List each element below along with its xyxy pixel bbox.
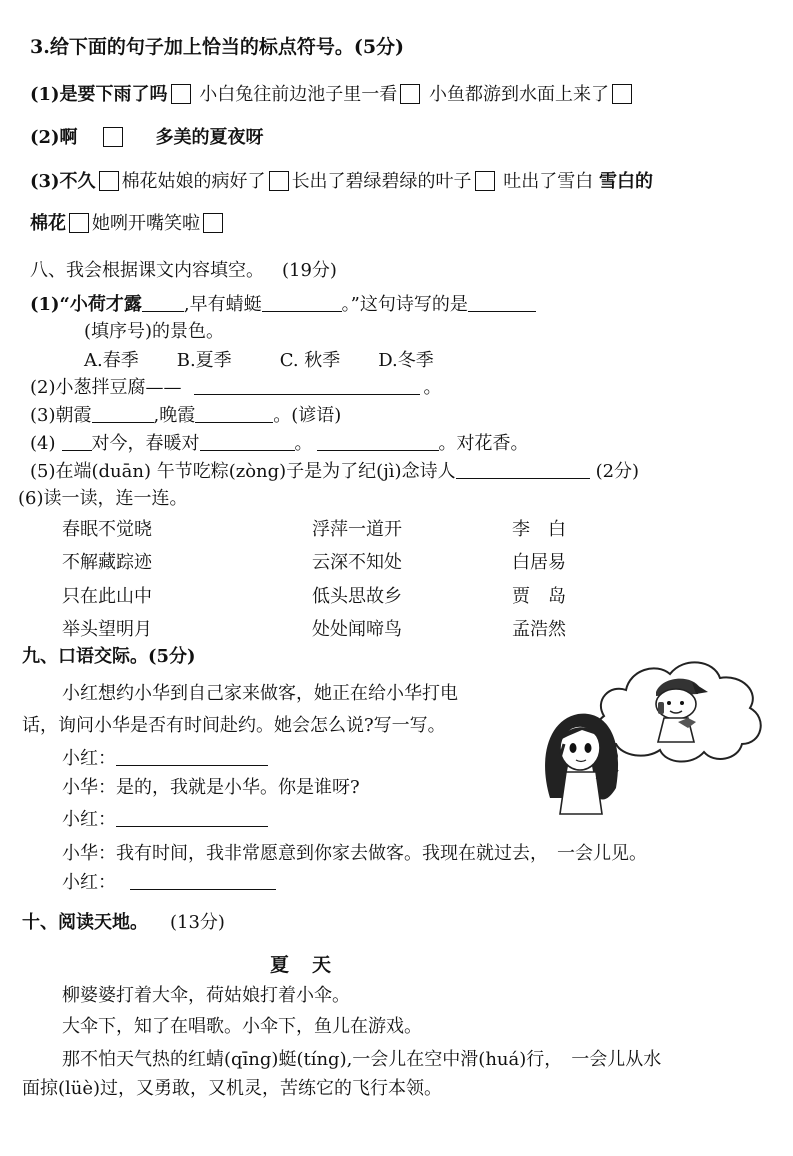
q3-s3-b: 棉花姑娘的病好了	[121, 171, 266, 192]
match-middle-2[interactable]: 云深不知处	[312, 552, 402, 573]
section-8-title: 八、我会根据课文内容填空。	[30, 260, 264, 281]
q3-sentence-1	[30, 84, 635, 106]
q3-sentence-4	[30, 213, 226, 235]
s8-item-5	[30, 461, 639, 483]
punctuation-box[interactable]	[269, 171, 289, 191]
s9-paragraph-2: 话，询问小华是否有时间赴约。她会怎么说?写一写。	[22, 715, 446, 736]
match-left-3[interactable]: 只在此山中	[62, 586, 152, 607]
answer-blank[interactable]	[468, 295, 536, 312]
q3-sentence-2	[30, 127, 264, 149]
s9-dialog-3	[62, 809, 268, 831]
section-10-title: 十、阅读天地。	[22, 912, 148, 933]
answer-blank[interactable]	[130, 873, 276, 890]
match-right-1[interactable]: 李 白	[512, 519, 566, 540]
match-right-4[interactable]: 孟浩然	[512, 619, 566, 640]
section-9-title: 九、口语交际。(5分)	[22, 646, 196, 667]
q3-s4-a: 棉花	[30, 213, 66, 234]
punctuation-box[interactable]	[99, 171, 119, 191]
s8-i5-a: (5)在端(duān) 午节吃粽(zòng)子是为了纪(jì)念诗人	[30, 461, 456, 482]
passage-line-4: 面掠(lüè)过，又勇敢，又机灵，苦练它的飞行本领。	[22, 1078, 443, 1099]
s8-i4-c: 。	[294, 433, 313, 454]
passage-line-3: 那不怕天气热的红蜻(qīng)蜓(tíng),一会儿在空中滑(huá)行， 一会儿从水	[62, 1049, 662, 1070]
q3-s2-b: 多美的夏夜呀	[155, 127, 264, 148]
answer-blank[interactable]	[200, 434, 295, 451]
s8-i4-b: 对今，春暖对	[91, 433, 200, 454]
passage-line-1: 柳婆婆打着大伞，荷姑娘打着小伞。	[62, 985, 350, 1006]
passage-title: 夏 天	[270, 954, 334, 976]
answer-blank[interactable]	[317, 434, 439, 451]
section-10-heading	[22, 912, 225, 934]
q3-s2-a: (2)啊	[30, 127, 78, 148]
s8-i4-a: (4)	[30, 433, 56, 454]
punctuation-box[interactable]	[475, 171, 495, 191]
s8-item-2	[30, 377, 442, 399]
girl-on-phone-illustration	[538, 648, 778, 816]
punctuation-box[interactable]	[400, 84, 420, 104]
passage-line-2: 大伞下，知了在唱歌。小伞下，鱼儿在游戏。	[62, 1016, 422, 1037]
section-10-score: (13分)	[170, 912, 225, 933]
answer-blank[interactable]	[92, 406, 154, 423]
s8-i3-c: 。(谚语)	[273, 405, 342, 426]
match-middle-1[interactable]: 浮萍一道开	[312, 519, 402, 540]
punctuation-box[interactable]	[203, 213, 223, 233]
punctuation-box[interactable]	[171, 84, 191, 104]
s9-d5: 小红：	[62, 872, 116, 893]
s9-dialog-5	[62, 872, 276, 894]
s8-option-b: B.夏季	[176, 350, 232, 371]
s8-i1-b: ,早有蜻蜓	[183, 294, 262, 315]
match-right-3[interactable]: 贾 岛	[512, 586, 566, 607]
answer-blank[interactable]	[456, 462, 590, 479]
punctuation-box[interactable]	[612, 84, 632, 104]
answer-blank[interactable]	[195, 406, 273, 423]
answer-blank[interactable]	[62, 434, 92, 451]
s8-i5-b: (2分)	[595, 461, 640, 482]
answer-blank[interactable]	[194, 378, 420, 395]
s9-d1: 小红：	[62, 748, 116, 769]
match-left-2[interactable]: 不解藏踪迹	[62, 552, 152, 573]
match-middle-3[interactable]: 低头思故乡	[312, 586, 402, 607]
s9-paragraph-1: 小红想约小华到自己家来做客，她正在给小华打电	[62, 683, 458, 704]
q3-s3-c: 长出了碧绿碧绿的叶子	[291, 171, 472, 192]
match-middle-4[interactable]: 处处闻啼鸟	[312, 619, 402, 640]
q3-title: 3.给下面的句子加上恰当的标点符号。(5分)	[30, 36, 405, 58]
answer-blank[interactable]	[116, 749, 268, 766]
s8-option-c: C. 秋季	[279, 350, 341, 371]
match-left-4[interactable]: 举头望明月	[62, 619, 152, 640]
section-8-score: (19分)	[282, 260, 337, 281]
s8-i4-d: 。对花香。	[438, 433, 529, 454]
q3-s1-a: (1)是要下雨了吗	[30, 84, 168, 105]
girl-icon	[545, 714, 618, 814]
s8-i3-b: ,晚霞	[153, 405, 196, 426]
s9-d4: 小华：我有时间，我非常愿意到你家去做客。我现在就过去， 一会儿见。	[62, 843, 647, 864]
s8-i1-d: (填序号)的景色。	[84, 321, 225, 342]
q3-s4-b: 她咧开嘴笑啦	[92, 213, 200, 234]
q3-s3-d: 吐出了雪白	[503, 171, 594, 192]
answer-blank[interactable]	[262, 295, 342, 312]
q3-sentence-3	[30, 171, 653, 193]
answer-blank[interactable]	[142, 295, 184, 312]
punctuation-box[interactable]	[103, 127, 123, 147]
section-8-heading	[30, 260, 337, 282]
s9-dialog-1	[62, 748, 268, 770]
s8-i6: (6)读一读，连一连。	[18, 488, 188, 509]
answer-blank[interactable]	[116, 810, 268, 827]
s8-item-3	[30, 405, 341, 427]
q3-s3-a: (3)不久	[30, 171, 96, 192]
s9-d3: 小红：	[62, 809, 116, 830]
s8-item-1	[30, 294, 536, 316]
s9-d2: 小华：是的，我就是小华。你是谁呀?	[62, 777, 360, 798]
match-right-2[interactable]: 白居易	[512, 552, 566, 573]
s8-i3-a: (3)朝霞	[30, 405, 92, 426]
s8-item-4	[30, 433, 529, 455]
s8-i2-b: 。	[423, 377, 442, 398]
match-left-1[interactable]: 春眠不觉晓	[62, 519, 152, 540]
punctuation-box[interactable]	[69, 213, 89, 233]
q3-s1-b: 小白兔往前边池子里一看	[199, 84, 398, 105]
q3-s1-c: 小鱼都游到水面上来了	[429, 84, 610, 105]
q3-s3-e: 雪白的	[599, 171, 654, 192]
s8-i2-a: (2)小葱拌豆腐——	[30, 377, 182, 398]
s8-options	[84, 350, 434, 372]
s8-option-a: A.春季	[84, 350, 139, 371]
s8-i1-a: (1)“小荷才露	[30, 294, 142, 315]
s8-option-d: D.冬季	[378, 350, 434, 371]
s8-i1-c: 。”这句诗写的是	[341, 294, 468, 315]
